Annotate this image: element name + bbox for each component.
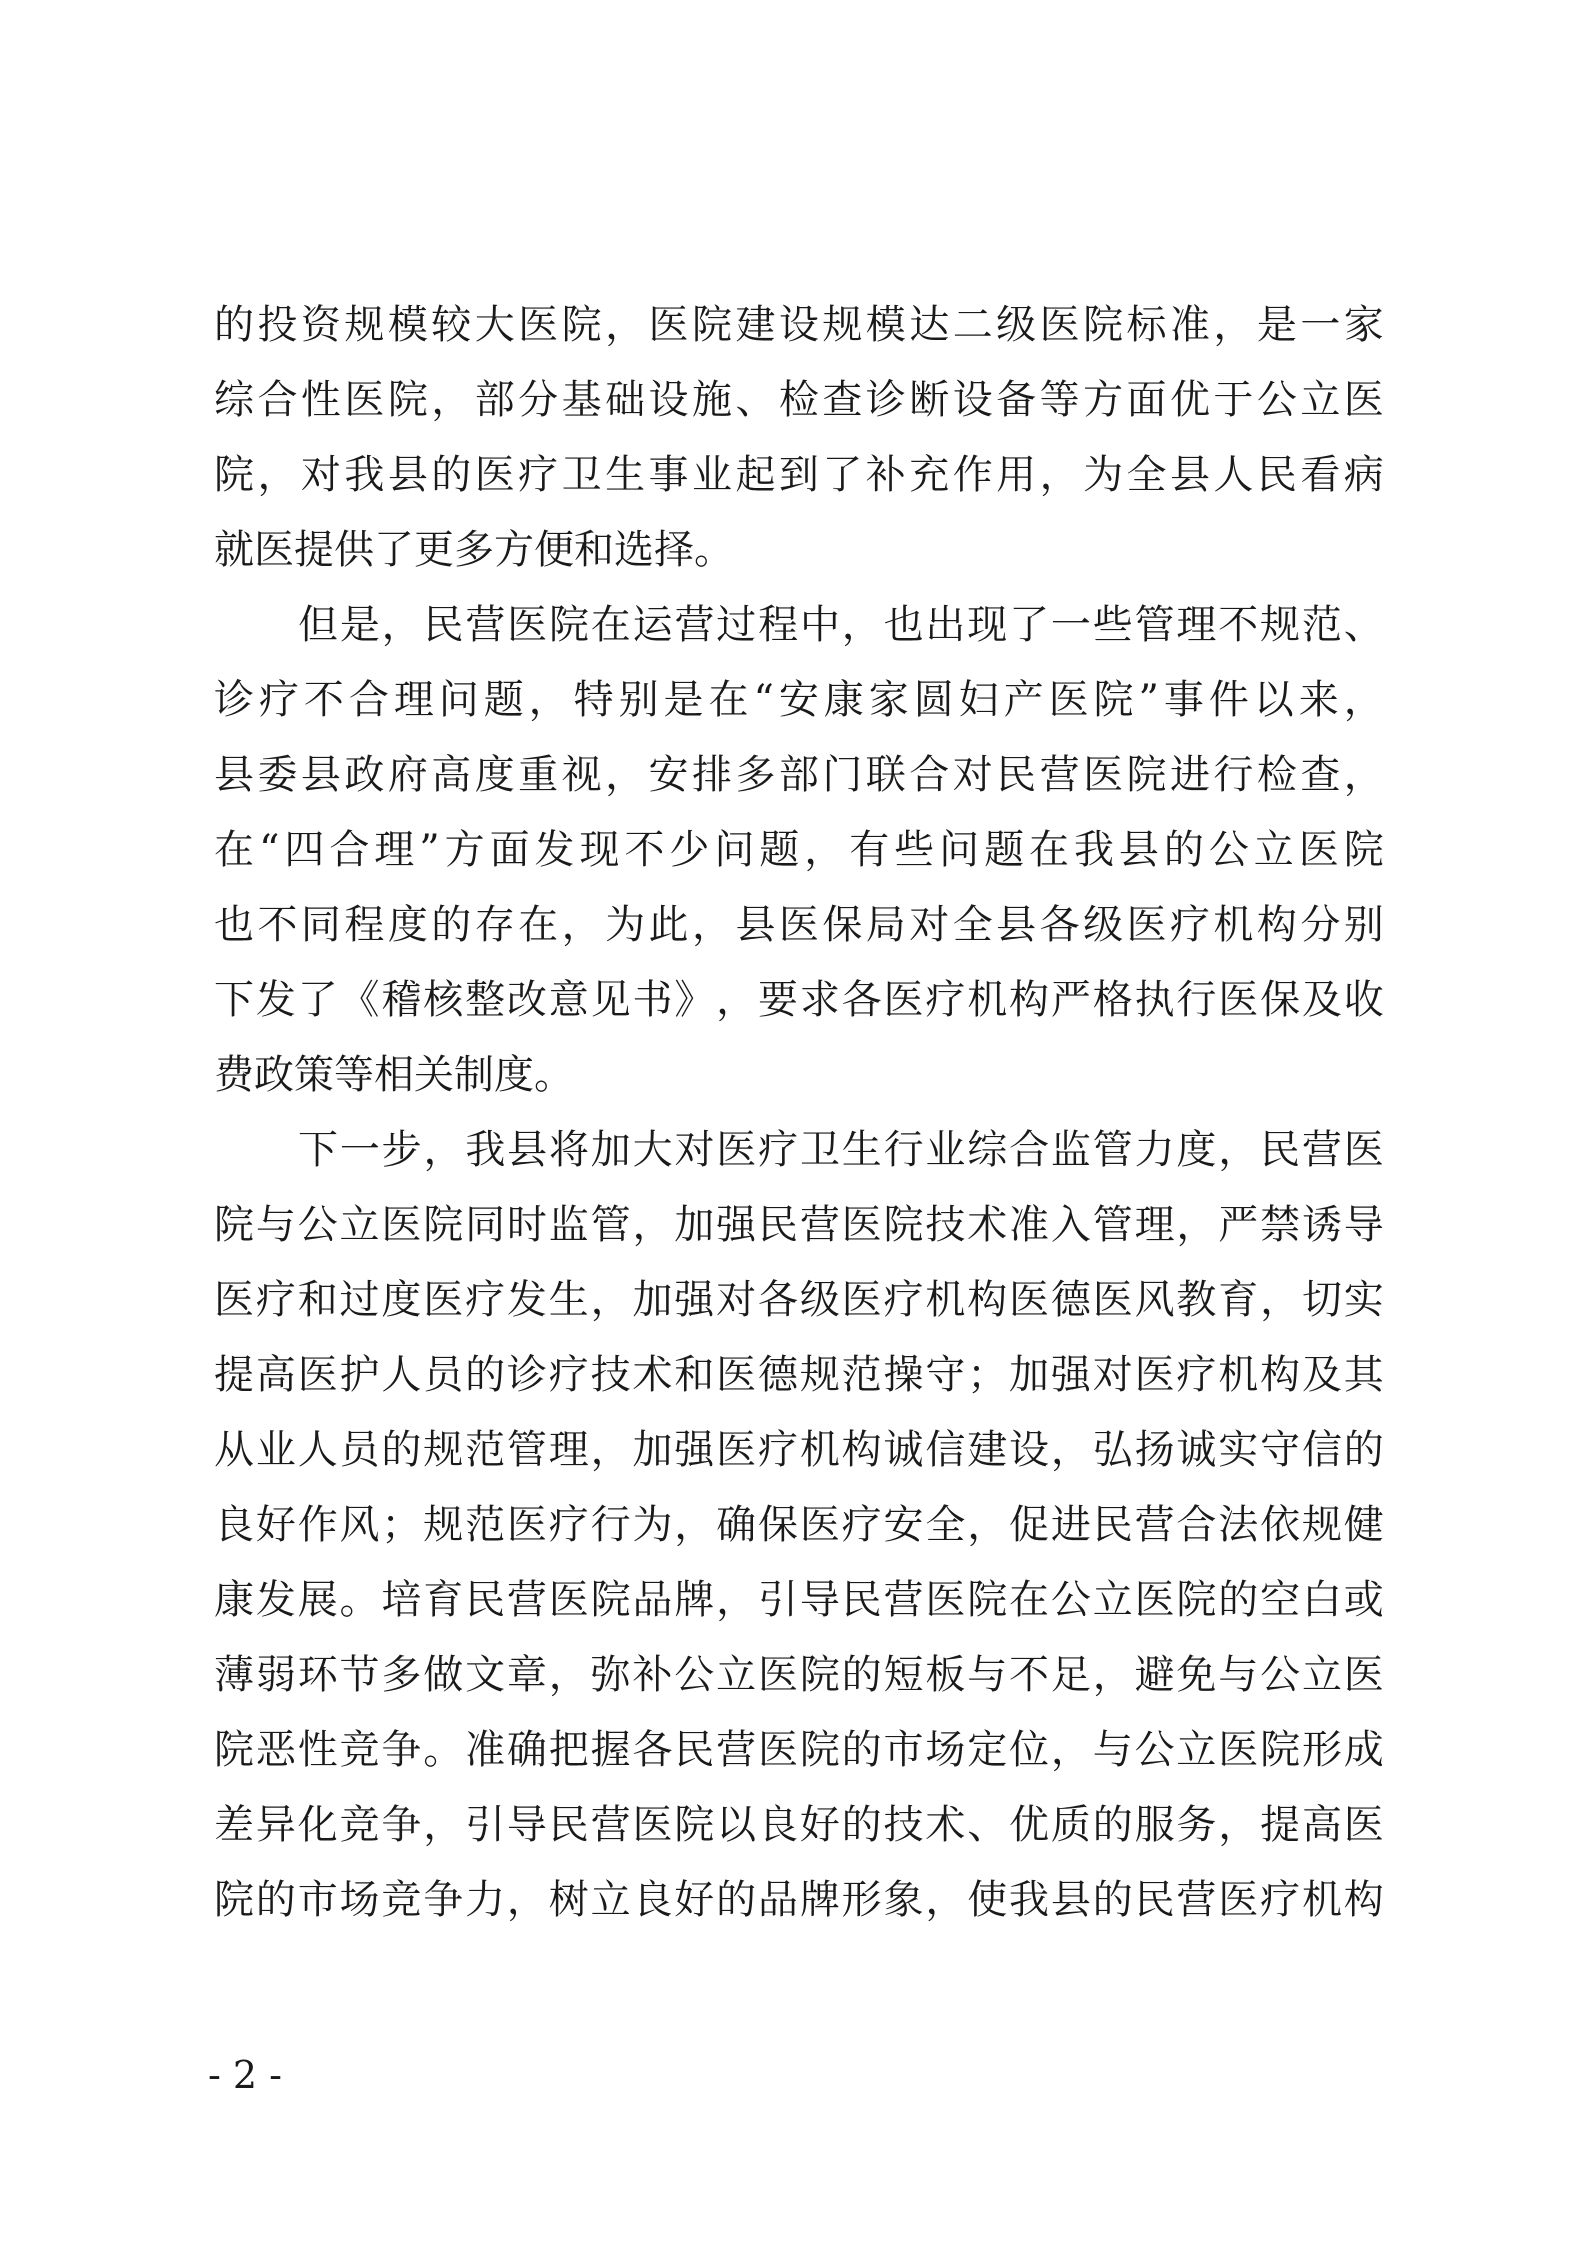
page-number: - 2 - (208, 2053, 283, 2097)
text-line: 就医提供了更多方便和选择。 (214, 527, 734, 573)
text-line: 院 的 市 场 竞 争 力 ， 树 立 良 好 的 品 牌 形 象 ， 使 我 县 的 民 营 医 疗 机 构 (214, 1877, 1384, 1923)
text-line: 下 一 步 ， 我 县 将 加 大 对 医 疗 卫 生 行 业 综 合 监 管 力 度 ， 民 营 医 (298, 1127, 1384, 1173)
text-line: 综 合 性 医 院 ， 部 分 基 础 设 施 、 检 查 诊 断 设 备 等 方 面 优 于 公 立 医 (214, 377, 1384, 423)
text-line: 院 ， 对 我 县 的 医 疗 卫 生 事 业 起 到 了 补 充 作 用 ， 为 全 县 人 民 看 病 (214, 452, 1384, 498)
text-line: 诊 疗 不 合 理 问 题 ， 特 别 是 在 “ 安 康 家 圆 妇 产 医 院 ” 事 件 以 来 ， (214, 677, 1384, 723)
text-line: 费政策等相关制度。 (214, 1052, 574, 1098)
text-line: 医 疗 和 过 度 医 疗 发 生 ， 加 强 对 各 级 医 疗 机 构 医 德 医 风 教 育 ， 切 实 (214, 1277, 1384, 1323)
text-line: 院 恶 性 竞 争 。 准 确 把 握 各 民 营 医 院 的 市 场 定 位 ， 与 公 立 医 院 形 成 (214, 1727, 1384, 1773)
text-line: 下 发 了 《 稽 核 整 改 意 见 书 》 ， 要 求 各 医 疗 机 构 严 格 执 行 医 保 及 收 (214, 977, 1384, 1023)
text-line: 薄 弱 环 节 多 做 文 章 ， 弥 补 公 立 医 院 的 短 板 与 不 足 ， 避 免 与 公 立 医 (214, 1652, 1384, 1698)
text-line: 差 异 化 竞 争 ， 引 导 民 营 医 院 以 良 好 的 技 术 、 优 质 的 服 务 ， 提 高 医 (214, 1802, 1384, 1848)
text-line: 良 好 作 风 ； 规 范 医 疗 行 为 ， 确 保 医 疗 安 全 ， 促 进 民 营 合 法 依 规 健 (214, 1502, 1384, 1548)
text-line: 提 高 医 护 人 员 的 诊 疗 技 术 和 医 德 规 范 操 守 ； 加 强 对 医 疗 机 构 及 其 (214, 1352, 1384, 1398)
text-line: 但 是 ， 民 营 医 院 在 运 营 过 程 中 ， 也 出 现 了 一 些 管 理 不 规 范 、 (298, 602, 1384, 648)
text-line: 也 不 同 程 度 的 存 在 ， 为 此 ， 县 医 保 局 对 全 县 各 级 医 疗 机 构 分 别 (214, 902, 1384, 948)
text-line: 康 发 展 。 培 育 民 营 医 院 品 牌 ， 引 导 民 营 医 院 在 公 立 医 院 的 空 白 或 (214, 1577, 1384, 1623)
text-line: 在 “ 四 合 理 ” 方 面 发 现 不 少 问 题 ， 有 些 问 题 在 我 县 的 公 立 医 院 (214, 827, 1384, 873)
text-line: 县 委 县 政 府 高 度 重 视 ， 安 排 多 部 门 联 合 对 民 营 医 院 进 行 检 查 ， (214, 752, 1384, 798)
text-line: 的 投 资 规 模 较 大 医 院 ， 医 院 建 设 规 模 达 二 级 医 院 标 准 ， 是 一 家 (214, 302, 1384, 348)
text-line: 从 业 人 员 的 规 范 管 理 ， 加 强 医 疗 机 构 诚 信 建 设 ， 弘 扬 诚 实 守 信 的 (214, 1427, 1384, 1473)
text-line: 院 与 公 立 医 院 同 时 监 管 ， 加 强 民 营 医 院 技 术 准 入 管 理 ， 严 禁 诱 导 (214, 1202, 1384, 1248)
